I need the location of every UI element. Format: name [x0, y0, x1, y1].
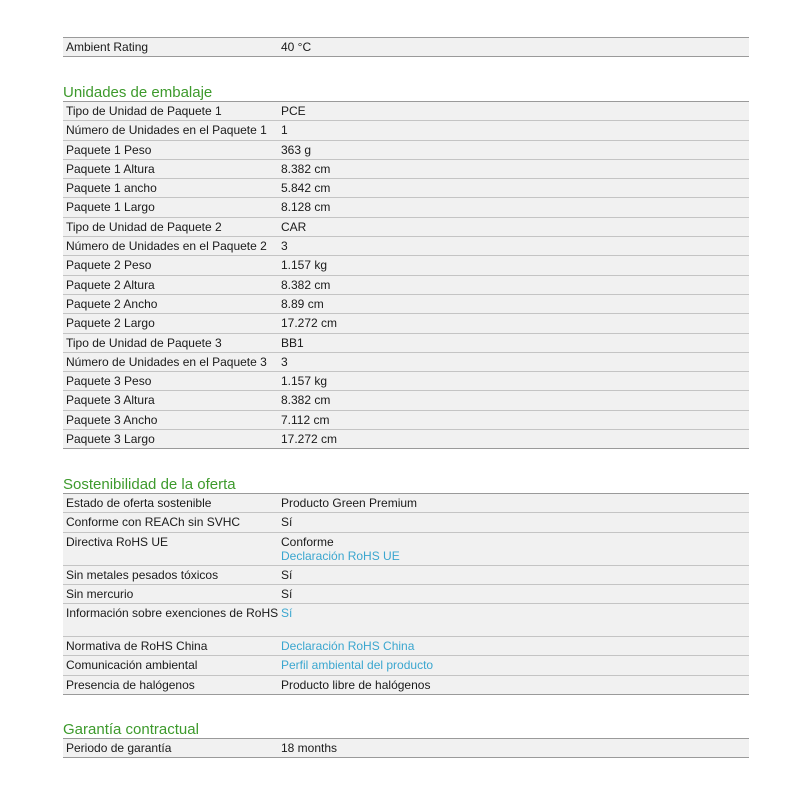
- row-label: Paquete 3 Altura: [66, 393, 155, 408]
- row-value: 8.382 cm: [281, 161, 331, 176]
- table-row: [63, 512, 749, 531]
- row-label: Conforme con REACh sin SVHC: [66, 515, 241, 530]
- row-label: Sin metales pesados tóxicos: [66, 567, 219, 582]
- row-label: Tipo de Unidad de Paquete 3: [66, 335, 222, 350]
- table-row: [63, 738, 749, 757]
- table-row: [63, 410, 749, 429]
- table-row: [63, 101, 749, 120]
- row-value: 18 months: [281, 741, 338, 755]
- section-title-warranty: Garantía contractual: [63, 721, 199, 738]
- row-label: Tipo de Unidad de Paquete 2: [66, 219, 222, 234]
- row-value: BB1: [281, 335, 304, 350]
- table-row: [63, 371, 749, 390]
- row-value: CAR: [281, 219, 307, 234]
- row-label: Información sobre exenciones de RoHS: [66, 606, 279, 621]
- row-value: 1.157 kg: [281, 258, 328, 273]
- row-value: 1.157 kg: [281, 374, 328, 389]
- table-row: [63, 313, 749, 332]
- row-value: 17.272 cm: [281, 316, 338, 331]
- row-value: Sí: [281, 515, 293, 530]
- row-label: Número de Unidades en el Paquete 2: [66, 239, 267, 254]
- row-label: Estado de oferta sostenible: [66, 496, 212, 510]
- row-value: PCE: [281, 104, 306, 118]
- row-label: Paquete 2 Ancho: [66, 296, 158, 311]
- sustainability-table: [63, 493, 749, 695]
- row-label: Paquete 2 Largo: [66, 316, 155, 331]
- table-row: [63, 584, 749, 603]
- table-row: [63, 532, 749, 565]
- row-value: [281, 658, 749, 672]
- row-label: Comunicación ambiental: [66, 658, 198, 673]
- rohs-china-declaration-link[interactable]: Declaración RoHS China: [281, 639, 415, 654]
- row-value: 17.272 cm: [281, 432, 338, 447]
- table-row: [63, 352, 749, 371]
- section-title-packaging: Unidades de embalaje: [63, 84, 213, 101]
- table-row: [63, 178, 749, 197]
- table-row: [63, 390, 749, 409]
- rohs-ue-declaration-link[interactable]: Declaración RoHS UE: [281, 548, 400, 563]
- row-label: Número de Unidades en el Paquete 1: [66, 123, 267, 138]
- table-row: [63, 655, 749, 674]
- table-row: [63, 236, 749, 255]
- row-label: Normativa de RoHS China: [66, 639, 208, 654]
- row-value: Producto libre de halógenos: [281, 677, 431, 692]
- row-value: 40 °C: [281, 40, 312, 54]
- row-label: Ambient Rating: [66, 40, 149, 54]
- table-row: [63, 120, 749, 139]
- row-value: 3: [281, 354, 288, 369]
- row-value: 7.112 cm: [281, 412, 330, 427]
- row-value: 8.128 cm: [281, 200, 331, 215]
- table-row: [63, 675, 749, 694]
- table-row: [63, 493, 749, 512]
- table-row: [63, 429, 749, 448]
- row-label: Paquete 3 Ancho: [66, 412, 158, 427]
- table-row: [63, 294, 749, 313]
- table-row: [63, 217, 749, 236]
- table-row: [63, 333, 749, 352]
- rohs-status: Conforme: [281, 534, 334, 549]
- packaging-table: [63, 101, 749, 449]
- row-label: Número de Unidades en el Paquete 3: [66, 354, 267, 369]
- row-value: [281, 639, 749, 653]
- row-value: 8.382 cm: [281, 393, 331, 408]
- section-title-sustainability: Sostenibilidad de la oferta: [63, 476, 236, 493]
- row-label: Directiva RoHS UE: [66, 534, 169, 549]
- row-value: 8.382 cm: [281, 277, 331, 292]
- row-label: Paquete 2 Altura: [66, 277, 155, 292]
- table-row: [63, 636, 749, 655]
- warranty-table: [63, 738, 749, 758]
- row-label: Presencia de halógenos: [66, 677, 195, 692]
- row-label: Periodo de garantía: [66, 741, 172, 755]
- row-value: Sí: [281, 567, 293, 582]
- row-label: Tipo de Unidad de Paquete 1: [66, 104, 222, 118]
- row-value: Sí: [281, 586, 293, 601]
- table-row: [63, 159, 749, 178]
- ambient-table: [63, 37, 749, 57]
- row-label: Paquete 1 Largo: [66, 200, 155, 215]
- row-value: 363 g: [281, 142, 312, 157]
- row-label: Paquete 3 Peso: [66, 374, 152, 389]
- row-value: [281, 535, 749, 563]
- rohs-exemptions-link[interactable]: Sí: [281, 606, 293, 621]
- table-row: [63, 255, 749, 274]
- table-row: [63, 37, 749, 56]
- table-row: [63, 565, 749, 584]
- row-value: 8.89 cm: [281, 296, 324, 311]
- row-label: Paquete 3 Largo: [66, 432, 155, 447]
- row-label: Paquete 2 Peso: [66, 258, 152, 273]
- row-value: [281, 606, 749, 620]
- row-label: Paquete 1 Altura: [66, 161, 155, 176]
- row-value: 1: [281, 123, 288, 138]
- row-label: Sin mercurio: [66, 586, 134, 601]
- row-value: Producto Green Premium: [281, 496, 418, 510]
- table-row: [63, 140, 749, 159]
- row-label: Paquete 1 Peso: [66, 142, 152, 157]
- row-label: Paquete 1 ancho: [66, 181, 157, 196]
- environmental-profile-link[interactable]: Perfil ambiental del producto: [281, 658, 434, 673]
- table-row: [63, 197, 749, 216]
- table-row: [63, 603, 749, 636]
- row-value: 5.842 cm: [281, 181, 331, 196]
- table-row: [63, 275, 749, 294]
- row-value: 3: [281, 239, 288, 254]
